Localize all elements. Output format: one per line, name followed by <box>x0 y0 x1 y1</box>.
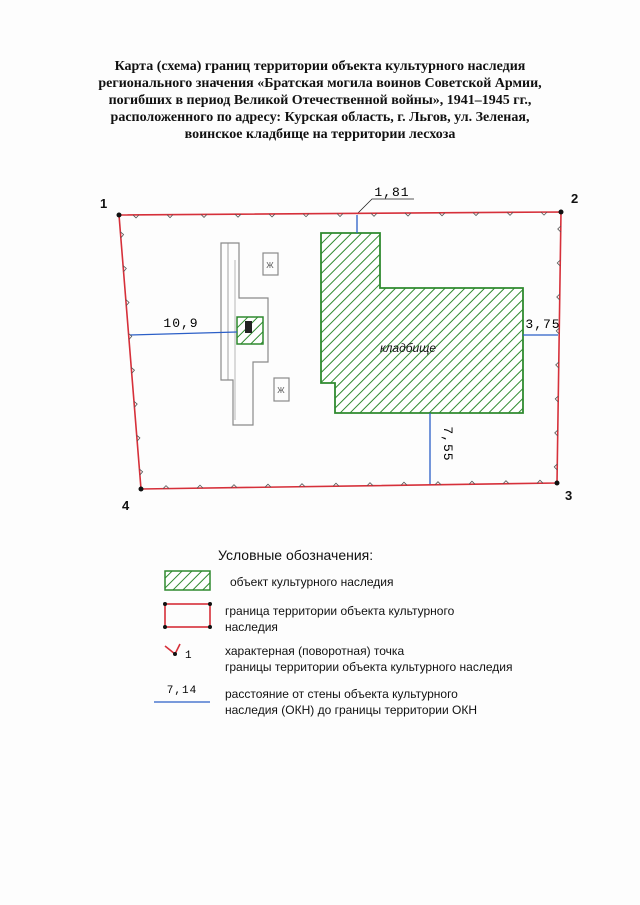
top-leader <box>357 199 414 214</box>
point-4 <box>139 487 144 492</box>
cemetery-object <box>321 233 523 413</box>
legend-point-line-2: границы территории объекта культурного наследия <box>225 660 513 674</box>
legend-distance-line-2: наследия (ОКН) до границы территории ОКН <box>225 703 477 717</box>
title-line-5: воинское кладбище на территории лесхоза <box>184 127 456 142</box>
point-1 <box>117 213 122 218</box>
point-label-3: 3 <box>565 488 573 503</box>
title-line-1: Карта (схема) границ территории объекта культурного наследия <box>114 59 526 74</box>
distance-right: 3,75 <box>525 317 561 332</box>
legend-boundary-label <box>225 603 454 635</box>
legend-point-label <box>225 643 512 675</box>
legend-distance-number: 7,14 <box>166 685 198 697</box>
title-line-2: регионального значения «Братская могила воинов Советской Армии, <box>98 76 542 91</box>
point-label-2: 2 <box>571 191 579 206</box>
point-label-4: 4 <box>122 498 130 513</box>
legend-title: Условные обозначения: <box>218 547 374 563</box>
title-line-4: расположенного по адресу: Курская область, г. Льгов, ул. Зеленая, <box>110 110 530 125</box>
legend-boundary-sample <box>165 604 210 627</box>
distance-top: 1,81 <box>374 185 410 200</box>
point-3 <box>555 481 560 486</box>
legend-boundary-line-2: наследия <box>225 620 278 634</box>
title-line-3: погибших в период Великой Отечественной войны», 1941–1945 гг., <box>108 93 532 108</box>
legend-point-number: 1 <box>185 650 192 662</box>
point-label-1: 1 <box>100 196 108 211</box>
legend-point-line-1: характерная (поворотная) точка <box>225 644 405 658</box>
building-mark-2: Ж <box>277 386 285 395</box>
legend-distance-line-1: расстояние от стены объекта культурного <box>225 687 458 701</box>
legend-boundary-line-1: граница территории объекта культурного <box>225 604 455 618</box>
distance-left: 10,9 <box>163 316 199 331</box>
monument-icon <box>245 321 252 333</box>
building-mark-1: Ж <box>266 261 274 270</box>
cemetery-label: кладбище <box>379 341 437 355</box>
legend-distance-label <box>225 686 477 718</box>
legend-hatch-sample <box>165 571 210 590</box>
distance-bottom: 7,55 <box>440 426 455 462</box>
legend-point-sample <box>165 644 180 656</box>
point-2 <box>559 210 564 215</box>
legend-heritage-label: объект культурного наследия <box>230 575 394 589</box>
